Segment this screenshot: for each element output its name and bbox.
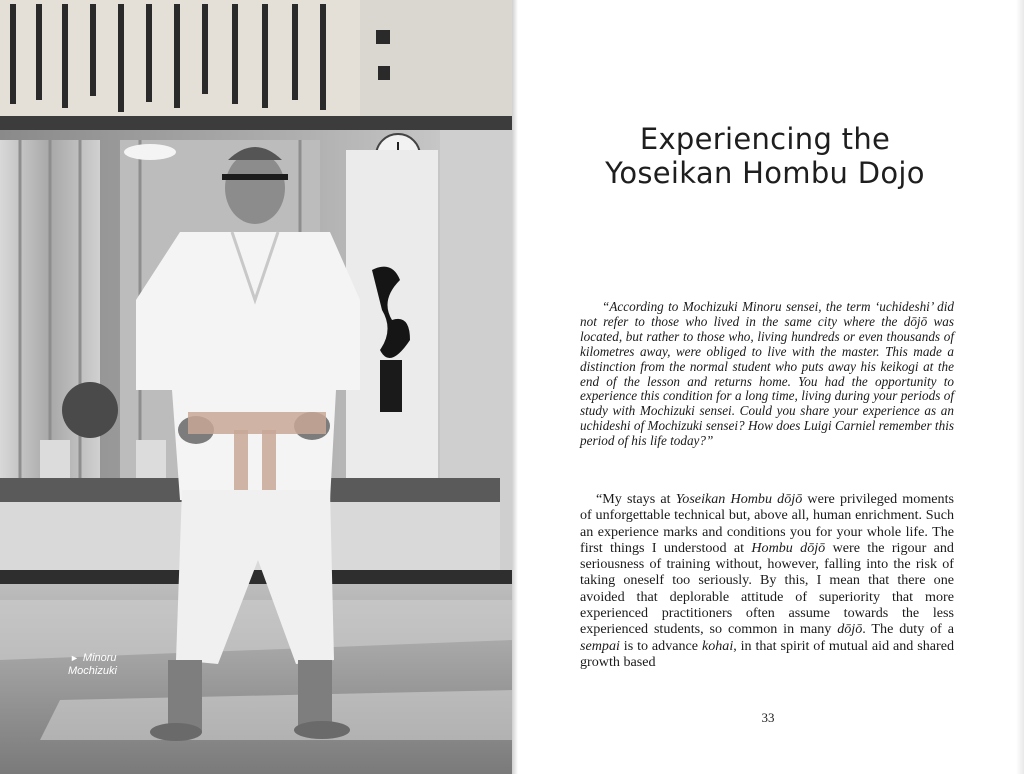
title-line-2: Yoseikan Hombu Dojo (605, 156, 925, 190)
answer-text-2: were privileged moments of unforgettable technical but, above all, human enrichment. Such an experience marks and conditions you for your whole life. The first things I understood at (580, 491, 954, 556)
answer-italic-3: dōjō (837, 621, 863, 638)
answer-italic-2: Hombu dōjō (751, 539, 826, 556)
answer-text-3: were the rigour and seriousness of training without, however, falling into the risk of taking oneself too seriously. By this, I mean that there one avoided that deplorable attitude of superiority that more experienced practitioners often assume towards the less experienced students, so common in many (580, 539, 954, 638)
photo-caption (68, 652, 158, 678)
title-line-1: Experiencing the (639, 122, 891, 156)
page-edge (1016, 0, 1024, 774)
caption-first-name: Minoru (82, 652, 117, 664)
caption-triangle-icon: ► (70, 653, 79, 663)
answer-text-4: . The duty of a (862, 621, 955, 638)
answer-text-6: , in that spirit of mutual aid and shared growth based (580, 637, 955, 670)
page-title (560, 122, 970, 190)
answer-italic-5: kohai (701, 637, 734, 654)
answer-text-1: “My stays at (596, 491, 676, 507)
answer-italic-4: sempai (580, 637, 620, 654)
interview-answer (580, 491, 954, 670)
caption-last-name: Mochizuki (68, 665, 117, 677)
book-gutter (512, 0, 518, 774)
interview-question: “According to Mochizuki Minoru sensei, the term ‘uchideshi’ did not refer to those who lived in the same city where the dōjō was located, but rather to those who, living hundreds or even thousands of kilometres away, were obliged to live with the master. This made a distinction from the normal student who puts away his keikogi at the end of the lesson and returns home. You had the opportunity to experience this condition for a long time, living during your periods of study with Mochizuki sensei. Could you share your experience as an uchideshi of Mochizuki sensei? How does Luigi Carniel remember this period of his life today?” (580, 299, 954, 449)
page-number: 33 (761, 710, 775, 725)
answer-italic-1: Yoseikan Hombu dōjō (675, 491, 803, 507)
answer-text-5: is to advance (619, 637, 702, 654)
